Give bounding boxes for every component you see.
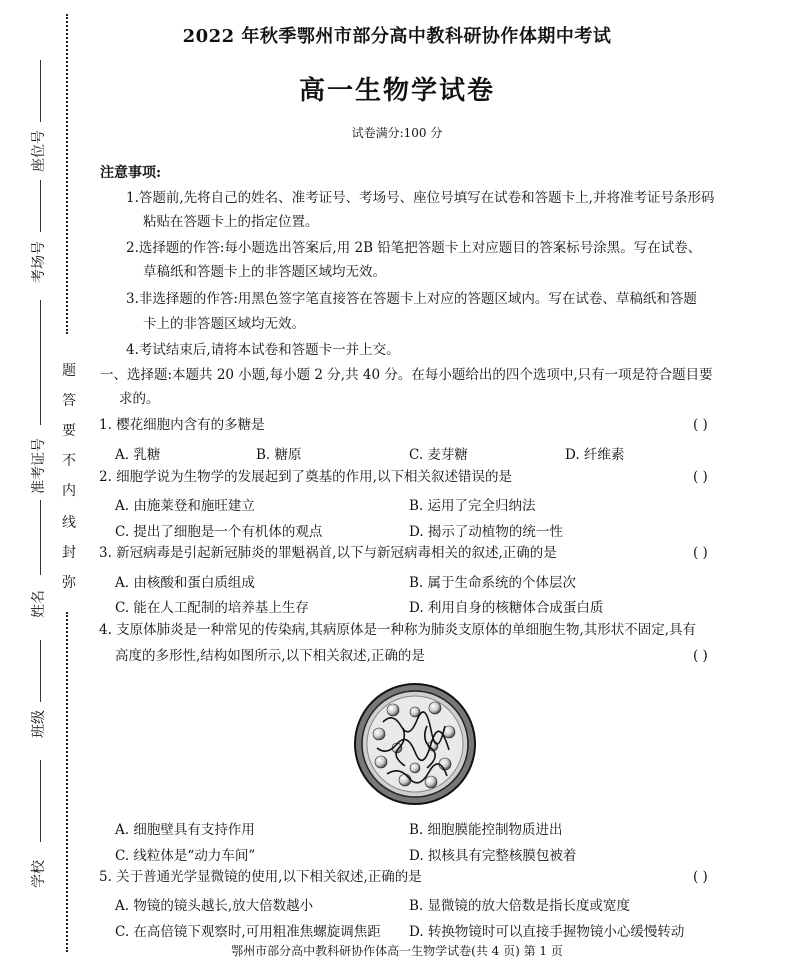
question-3-stem: 3. 新冠病毒是引起新冠肺炎的罪魁祸首,以下与新冠病毒相关的叙述,正确的是	[99, 545, 557, 561]
question-2-answer-bracket: ( )	[693, 469, 708, 485]
name-line	[40, 500, 41, 575]
class-label: 班级	[31, 710, 47, 738]
section1-instructions: 一、选择题:本题共 20 小题,每小题 2 分,共 40 分。在每小题给出的四个选项中,只有一项是符合题目要	[100, 367, 713, 383]
question-3-answer-bracket: ( )	[693, 545, 708, 561]
question-4-option-b: B. 细胞膜能控制物质进出	[409, 822, 563, 838]
question-5-option-b: B. 显微镜的放大倍数是指长度或宽度	[409, 898, 631, 914]
question-2-stem: 2. 细胞学说为生物学的发展起到了奠基的作用,以下相关叙述错误的是	[99, 469, 512, 485]
question-1-option-c: C. 麦芽糖	[409, 447, 468, 463]
seal-char-6: 线	[62, 515, 76, 531]
exam-room-label: 考场号	[31, 241, 47, 283]
seal-char-3: 要	[62, 423, 76, 439]
section1-instructions-cont: 求的。	[119, 391, 160, 407]
notice-item-1-cont: 粘贴在答题卡上的指定位置。	[143, 214, 319, 230]
paper-title: 高一生物学试卷	[298, 76, 495, 106]
page-footer: 鄂州市部分高中教科研协作体高一生物学试卷(共 4 页) 第 1 页	[231, 944, 563, 958]
admission-number-label: 准考证号	[31, 438, 47, 494]
question-3-option-d: D. 利用自身的核糖体合成蛋白质	[409, 600, 604, 616]
notice-item-2: 2.选择题的作答:每小题选出答案后,用 2B 铅笔把答题卡上对应题目的答案标号涂黑。写在试卷、	[126, 240, 702, 256]
question-1-answer-bracket: ( )	[693, 417, 708, 433]
notice-item-3: 3.非选择题的作答:用黑色签字笔直接答在答题卡上对应的答题区域内。写在试卷、草稿纸和答题	[126, 291, 697, 307]
notice-item-3-cont: 卡上的非答题区域均无效。	[143, 316, 305, 332]
mycoplasma-diagram	[353, 682, 477, 806]
seal-char-2: 答	[62, 393, 76, 409]
notice-item-4: 4.考试结束后,请将本试卷和答题卡一并上交。	[126, 342, 400, 358]
question-2-option-d: D. 揭示了动植物的统一性	[409, 524, 563, 540]
question-2-option-c: C. 提出了细胞是一个有机体的观点	[115, 524, 323, 540]
seal-char-5: 内	[62, 483, 76, 499]
question-5-option-a: A. 物镜的镜头越长,放大倍数越小	[115, 898, 314, 914]
exam-room-line	[40, 180, 41, 232]
question-1-option-b: B. 糖原	[256, 447, 302, 463]
question-3-option-a: A. 由核酸和蛋白质组成	[115, 575, 255, 591]
notice-item-1: 1.答题前,先将自己的姓名、准考证号、考场号、座位号填写在试卷和答题卡上,并将准考证号条形码	[126, 190, 715, 206]
question-4-stem-cont: 高度的多形性,结构如图所示,以下相关叙述,正确的是	[115, 648, 425, 664]
question-1-stem: 1. 樱花细胞内含有的多糖是	[99, 417, 265, 433]
question-2-option-a: A. 由施莱登和施旺建立	[115, 498, 255, 514]
question-5-stem: 5. 关于普通光学显微镜的使用,以下相关叙述,正确的是	[99, 869, 422, 885]
question-3-option-b: B. 属于生命系统的个体层次	[409, 575, 577, 591]
school-line	[40, 760, 41, 842]
question-5-option-d: D. 转换物镜时可以直接手握物镜小心缓慢转动	[409, 924, 685, 940]
notice-item-2-cont: 草稿纸和答题卡上的非答题区域均无效。	[143, 264, 386, 280]
school-label: 学校	[31, 860, 47, 888]
question-4-option-d: D. 拟核具有完整核膜包被着	[409, 848, 577, 864]
question-4-answer-bracket: ( )	[693, 648, 708, 664]
question-4-option-a: A. 细胞壁具有支持作用	[115, 822, 255, 838]
question-4-stem: 4. 支原体肺炎是一种常见的传染病,其病原体是一种称为肺炎支原体的单细胞生物,其形状不固定,具有	[99, 622, 697, 638]
seal-char-1: 题	[62, 363, 76, 379]
question-5-option-c: C. 在高倍镜下观察时,可用粗准焦螺旋调焦距	[115, 924, 381, 940]
seal-char-4: 不	[62, 453, 76, 469]
question-4-option-c: C. 线粒体是“动力车间”	[115, 848, 256, 864]
question-3-option-c: C. 能在人工配制的培养基上生存	[115, 600, 309, 616]
question-5-answer-bracket: ( )	[693, 869, 708, 885]
seal-char-7: 封	[62, 545, 76, 561]
seal-char-8: 弥	[62, 575, 76, 591]
exam-title: 2022 年秋季鄂州市部分高中教科研协作体期中考试	[182, 26, 612, 47]
seat-number-label: 座位号	[31, 130, 47, 172]
full-score: 试卷满分:100 分	[351, 126, 443, 140]
admission-number-line	[40, 300, 41, 425]
question-1-option-d: D. 纤维素	[565, 447, 625, 463]
class-line	[40, 640, 41, 702]
name-label: 姓名	[31, 590, 47, 618]
question-2-option-b: B. 运用了完全归纳法	[409, 498, 536, 514]
question-1-option-a: A. 乳糖	[115, 447, 161, 463]
binding-dashed-line-top	[66, 14, 68, 334]
notice-heading: 注意事项:	[100, 165, 162, 181]
binding-dashed-line-bottom	[66, 612, 68, 952]
